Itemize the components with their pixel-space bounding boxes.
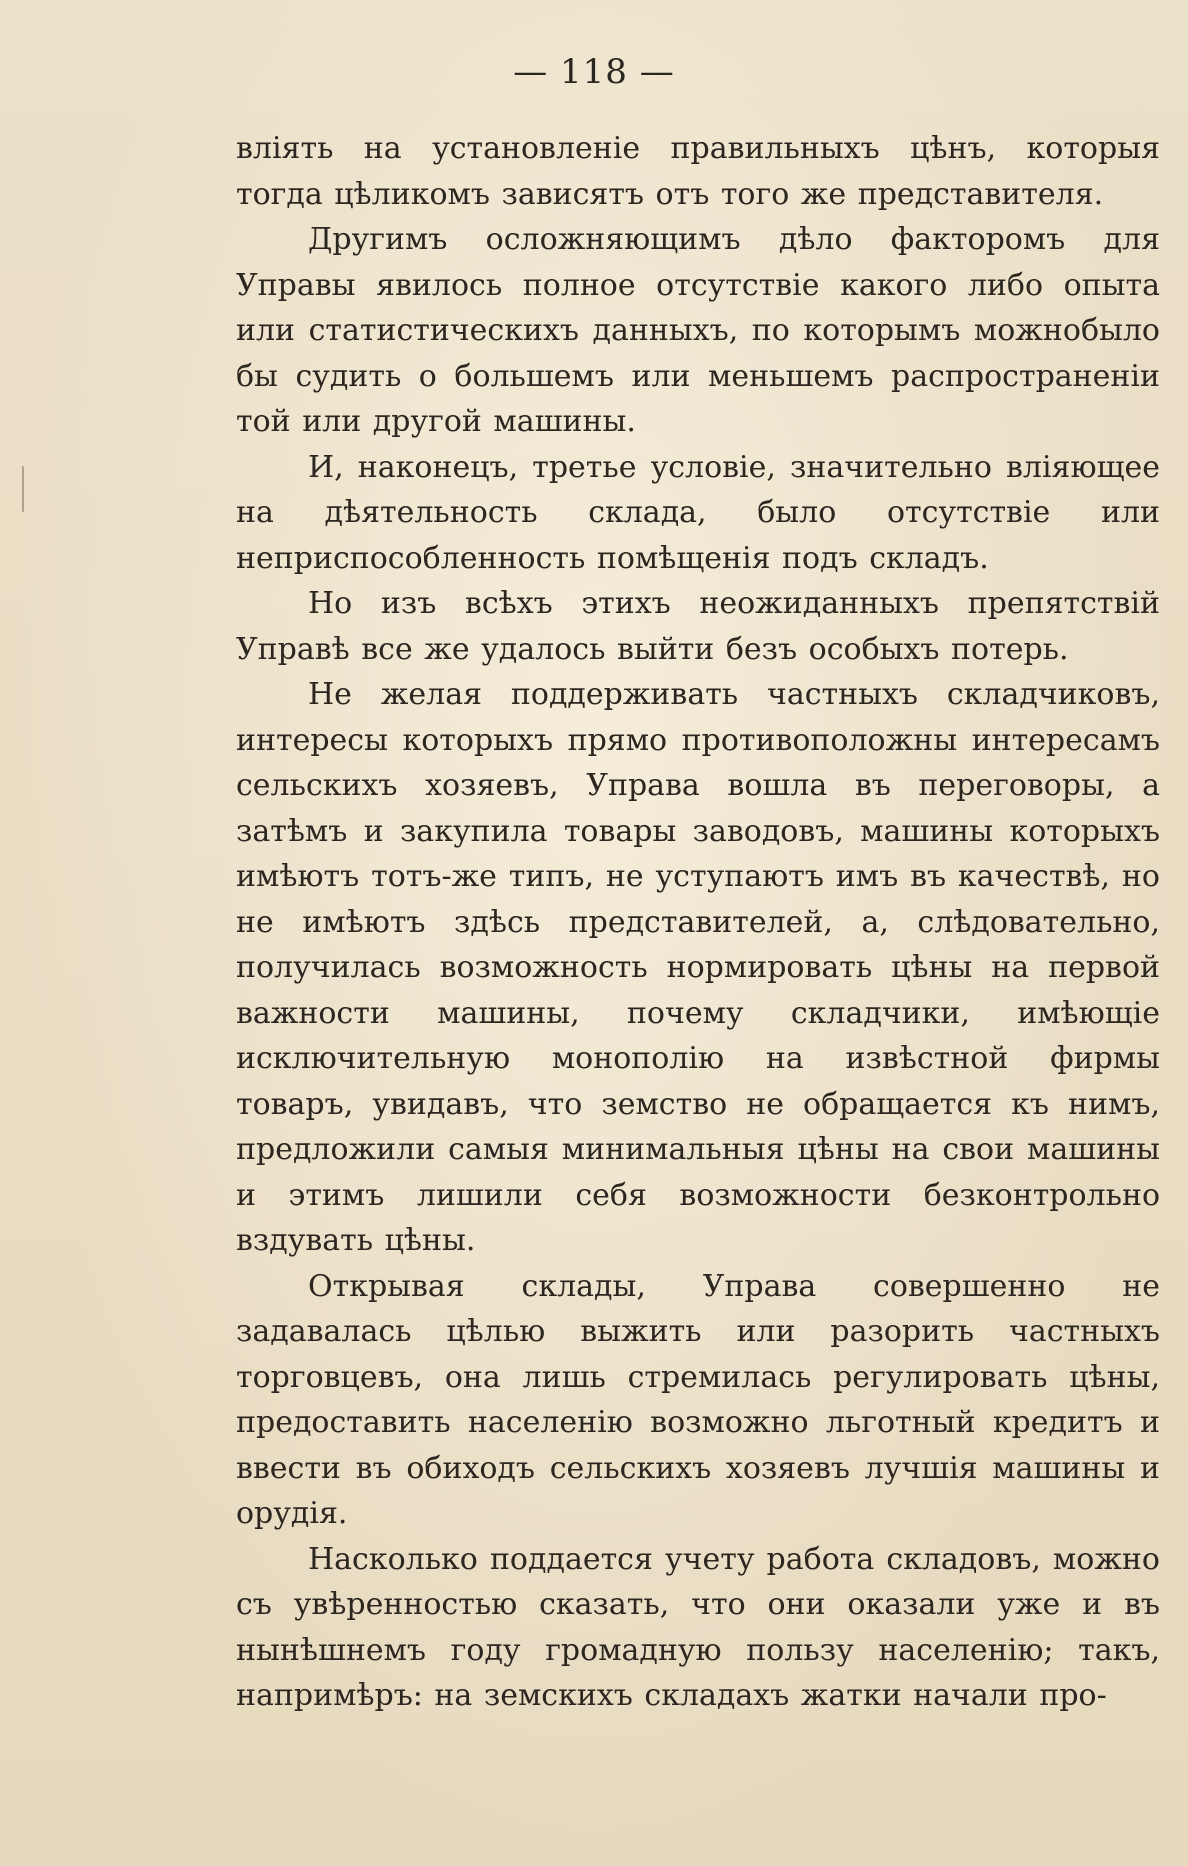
margin-mark	[22, 466, 24, 512]
paragraph: Другимъ осложняющимъ дѣло факторомъ для Управы явилось полное отсутствіе какого либо опыта или статистическихъ данныхъ, по которымъ можнобыло бы судить о большемъ или меньшемъ распространеніи той или другой машины.	[236, 222, 1160, 439]
body-text	[236, 126, 1160, 1719]
paragraph: Но изъ всѣхъ этихъ неожиданныхъ препятствій Управѣ все же удалось выйти безъ особыхъ потерь.	[236, 586, 1160, 667]
paragraph: Не желая поддерживать частныхъ складчиковъ, интересы которыхъ прямо противоположны интересамъ сельскихъ хозяевъ, Управа вошла въ переговоры, а затѣмъ и закупила товары заводовъ, машины которыхъ имѣютъ тотъ-же типъ, не уступаютъ имъ въ качествѣ, но не имѣютъ здѣсь представителей, а, слѣдовательно, получилась возможность нормировать цѣны на первой важности машины, почему складчики, имѣющіе исключительную монополію на извѣстной фирмы товаръ, увидавъ, что земство не обращается къ нимъ, предложили самыя минимальныя цѣны на свои машины и этимъ лишили себя возможности безконтрольно вздувать цѣны.	[236, 677, 1160, 1258]
paragraph: Насколько поддается учету работа складовъ, можно съ увѣренностью сказать, что они оказали уже и въ нынѣшнемъ году громадную пользу населенію; такъ, напримѣръ: на земскихъ складахъ жатки начали про-	[236, 1541, 1160, 1713]
paragraph: Открывая склады, Управа совершенно не задавалась цѣлью выжить или разорить частныхъ торговцевъ, она лишь стремилась регулировать цѣны, предоставить населенію возможно льготный кредитъ и ввести въ обиходъ сельскихъ хозяевъ лучшія машины и орудія.	[236, 1268, 1160, 1531]
page-number: — 118 —	[513, 52, 675, 92]
paragraph: И, наконецъ, третье условіе, значительно вліяющее на дѣятельность склада, было отсутствіе или неприспособленность помѣщенія подъ складъ.	[236, 449, 1160, 576]
paragraph-continuation: вліять на установленіе правильныхъ цѣнъ, которыя тогда цѣликомъ зависятъ отъ того же представителя.	[236, 131, 1160, 212]
